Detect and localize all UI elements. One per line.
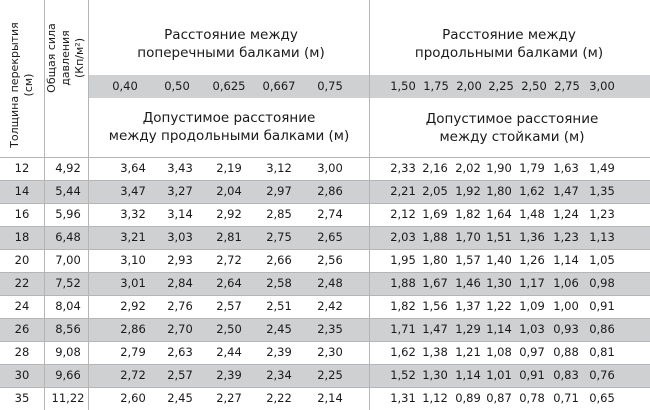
allowed-long-cell: 2,42 [317,299,343,313]
row-divider [0,272,650,273]
allowed-posts-cell: 2,16 [422,161,448,175]
allowed-long-cell: 2,65 [317,230,343,244]
long-spacing-value: 2,00 [456,79,482,93]
pressure-cell: 4,92 [55,161,81,175]
row-divider [0,295,650,296]
allowed-long-cell: 2,39 [266,345,292,359]
allowed-posts-cell: 1,48 [519,207,545,221]
allowed-posts-cell: 1,82 [390,299,416,313]
allowed-long-cell: 2,45 [266,322,292,336]
allowed-posts-cell: 0,88 [553,345,579,359]
allowed-long-cell: 2,92 [216,207,242,221]
long-spacing-value: 2,50 [521,79,547,93]
allowed-long-cell: 2,76 [167,299,193,313]
allowed-posts-cell: 1,23 [589,207,615,221]
allowed-posts-cell: 1,35 [589,184,615,198]
allowed-long-cell: 2,70 [167,322,193,336]
pressure-cell: 7,52 [55,276,81,290]
allowed-long-cell: 2,79 [120,345,146,359]
allowed-long-cell: 3,27 [167,184,193,198]
allowed-posts-cell: 1,26 [519,253,545,267]
pressure-cell: 7,00 [55,253,81,267]
allowed-posts-cell: 1,13 [589,230,615,244]
allowed-posts-cell: 1,38 [422,345,448,359]
row-divider [0,226,650,227]
allowed-posts-cell: 1,21 [455,345,481,359]
long-spacing-value: 2,75 [554,79,580,93]
allowed-long-cell: 2,25 [317,368,343,382]
allowed-long-cell: 3,12 [266,161,292,175]
allowed-long-cell: 2,92 [120,299,146,313]
row-divider [0,364,650,365]
allowed-posts-cell: 1,80 [486,184,512,198]
allowed-posts-cell: 1,52 [390,368,416,382]
allowed-long-cell: 2,48 [317,276,343,290]
allowed-posts-cell: 1,64 [486,207,512,221]
allowed-posts-cell: 0,76 [589,368,615,382]
allowed-posts-cell: 1,03 [519,322,545,336]
allowed-posts-cell: 1,01 [486,368,512,382]
allowed-posts-cell: 1,92 [455,184,481,198]
allowed-posts-cell: 2,03 [390,230,416,244]
allowed-posts-cell: 2,21 [390,184,416,198]
allowed-posts-cell: 1,80 [422,253,448,267]
thickness-cell: 26 [14,322,30,336]
allowed-posts-cell: 1,79 [519,161,545,175]
pressure-cell: 8,04 [55,299,81,313]
allowed-long-cell: 3,03 [167,230,193,244]
allowed-posts-cell: 1,23 [553,230,579,244]
allowed-posts-cell: 1,88 [422,230,448,244]
allowed-long-cell: 2,27 [216,391,242,405]
allowed-posts-cell: 0,93 [553,322,579,336]
allowed-posts-cell: 1,29 [455,322,481,336]
allowed-posts-cell: 1,71 [390,322,416,336]
allowed-posts-cell: 0,81 [589,345,615,359]
allowed-posts-cell: 1,62 [390,345,416,359]
allowed-posts-cell: 1,05 [589,253,615,267]
allowed-posts-cell: 1,37 [455,299,481,313]
allowed-long-cell: 2,34 [266,368,292,382]
allowed-posts-cell: 1,00 [553,299,579,313]
thickness-cell: 18 [14,230,30,244]
allowed-long-cell: 2,19 [216,161,242,175]
allowed-posts-header: Допустимое расстояние между стойками (м) [425,111,599,145]
row-divider [0,157,650,158]
allowed-posts-cell: 2,12 [390,207,416,221]
allowed-long-cell: 2,57 [167,368,193,382]
allowed-long-cell: 2,85 [266,207,292,221]
allowed-long-cell: 2,75 [266,230,292,244]
pressure-cell: 9,08 [55,345,81,359]
long-spacing-value: 2,25 [488,79,514,93]
allowed-posts-cell: 0,89 [455,391,481,405]
allowed-posts-cell: 1,24 [553,207,579,221]
pressure-cell: 5,96 [55,207,81,221]
allowed-posts-cell: 0,97 [519,345,545,359]
allowed-posts-cell: 0,78 [519,391,545,405]
allowed-posts-cell: 1,14 [553,253,579,267]
long-spacing-value: 1,50 [390,79,416,93]
thickness-header: Толщина перекрытия (см) [8,22,35,148]
allowed-posts-cell: 1,88 [390,276,416,290]
row-divider [0,180,650,181]
allowed-long-cell: 2,84 [167,276,193,290]
cross-spacing-value: 0,625 [212,79,246,93]
allowed-long-cell: 3,21 [120,230,146,244]
allowed-posts-cell: 1,47 [422,322,448,336]
allowed-posts-cell: 1,62 [519,184,545,198]
thickness-cell: 12 [14,161,30,175]
allowed-long-cell: 3,32 [120,207,146,221]
allowed-posts-cell: 1,70 [455,230,481,244]
allowed-long-cell: 2,56 [317,253,343,267]
column-divider [369,0,370,410]
allowed-long-cell: 2,72 [216,253,242,267]
allowed-long-cell: 2,45 [167,391,193,405]
thickness-cell: 24 [14,299,30,313]
allowed-posts-cell: 1,51 [486,230,512,244]
allowed-posts-cell: 1,12 [422,391,448,405]
long-spacing-header: Расстояние между продольными балками (м) [414,27,604,61]
long-spacing-value: 1,75 [423,79,449,93]
allowed-posts-cell: 1,56 [422,299,448,313]
pressure-header: Общая сила давления (Кп/м²) [45,23,86,93]
allowed-long-cell: 2,72 [120,368,146,382]
allowed-posts-cell: 1,47 [553,184,579,198]
allowed-posts-cell: 1,49 [589,161,615,175]
allowed-posts-cell: 1,30 [422,368,448,382]
row-divider [0,203,650,204]
allowed-long-cell: 2,66 [266,253,292,267]
allowed-long-cell: 2,22 [266,391,292,405]
allowed-long-cell: 2,44 [216,345,242,359]
allowed-long-cell: 2,58 [266,276,292,290]
allowed-long-cell: 2,50 [216,322,242,336]
allowed-posts-cell: 0,91 [589,299,615,313]
allowed-posts-cell: 0,65 [589,391,615,405]
thickness-cell: 35 [14,391,30,405]
allowed-posts-cell: 1,17 [519,276,545,290]
allowed-posts-cell: 0,91 [519,368,545,382]
cross-spacing-value: 0,50 [164,79,190,93]
row-divider [0,318,650,319]
allowed-posts-cell: 1,69 [422,207,448,221]
allowed-long-cell: 2,74 [317,207,343,221]
allowed-posts-cell: 1,36 [519,230,545,244]
allowed-long-cell: 3,01 [120,276,146,290]
allowed-posts-cell: 1,14 [486,322,512,336]
cross-spacing-value: 0,75 [317,79,343,93]
allowed-posts-cell: 1,08 [486,345,512,359]
thickness-cell: 16 [14,207,30,221]
thickness-cell: 28 [14,345,30,359]
pressure-cell: 9,66 [55,368,81,382]
allowed-long-cell: 2,64 [216,276,242,290]
row-divider [0,249,650,250]
allowed-posts-cell: 0,87 [486,391,512,405]
allowed-long-header: Допустимое расстояние между продольными балками (м) [108,110,350,144]
allowed-long-cell: 2,04 [216,184,242,198]
pressure-cell: 6,48 [55,230,81,244]
allowed-long-cell: 3,14 [167,207,193,221]
long-spacing-value: 3,00 [589,79,615,93]
allowed-long-cell: 2,86 [317,184,343,198]
allowed-posts-cell: 1,40 [486,253,512,267]
pressure-cell: 8,56 [55,322,81,336]
allowed-posts-cell: 0,71 [553,391,579,405]
allowed-posts-cell: 1,14 [455,368,481,382]
allowed-long-cell: 2,57 [216,299,242,313]
thickness-cell: 30 [14,368,30,382]
allowed-posts-cell: 2,33 [390,161,416,175]
pressure-cell: 5,44 [55,184,81,198]
thickness-cell: 20 [14,253,30,267]
allowed-posts-cell: 1,95 [390,253,416,267]
allowed-posts-cell: 1,09 [519,299,545,313]
allowed-long-cell: 3,64 [120,161,146,175]
thickness-cell: 14 [14,184,30,198]
allowed-posts-cell: 1,06 [553,276,579,290]
allowed-long-cell: 2,97 [266,184,292,198]
allowed-long-cell: 2,86 [120,322,146,336]
allowed-long-cell: 2,93 [167,253,193,267]
pressure-cell: 11,22 [51,391,85,405]
allowed-posts-cell: 1,30 [486,276,512,290]
allowed-long-cell: 2,60 [120,391,146,405]
allowed-long-cell: 2,51 [266,299,292,313]
allowed-posts-cell: 0,83 [553,368,579,382]
thickness-cell: 22 [14,276,30,290]
row-divider [0,341,650,342]
allowed-long-cell: 3,10 [120,253,146,267]
allowed-long-cell: 3,00 [317,161,343,175]
allowed-posts-cell: 2,05 [422,184,448,198]
allowed-posts-cell: 1,31 [390,391,416,405]
cross-spacing-value: 0,667 [262,79,296,93]
allowed-posts-cell: 1,63 [553,161,579,175]
allowed-posts-cell: 1,67 [422,276,448,290]
allowed-posts-cell: 0,98 [589,276,615,290]
allowed-long-cell: 2,35 [317,322,343,336]
allowed-posts-cell: 2,02 [455,161,481,175]
allowed-long-cell: 2,39 [216,368,242,382]
allowed-long-cell: 2,81 [216,230,242,244]
allowed-long-cell: 3,47 [120,184,146,198]
row-divider [0,387,650,388]
column-divider [88,0,89,410]
allowed-posts-cell: 1,46 [455,276,481,290]
allowed-long-cell: 2,14 [317,391,343,405]
allowed-posts-cell: 1,22 [486,299,512,313]
cross-spacing-header: Расстояние между поперечными балками (м) [137,27,325,61]
allowed-posts-cell: 1,82 [455,207,481,221]
allowed-posts-cell: 1,90 [486,161,512,175]
cross-spacing-value: 0,40 [112,79,138,93]
allowed-long-cell: 2,63 [167,345,193,359]
allowed-posts-cell: 1,57 [455,253,481,267]
allowed-long-cell: 3,43 [167,161,193,175]
allowed-long-cell: 2,30 [317,345,343,359]
allowed-posts-cell: 0,86 [589,322,615,336]
